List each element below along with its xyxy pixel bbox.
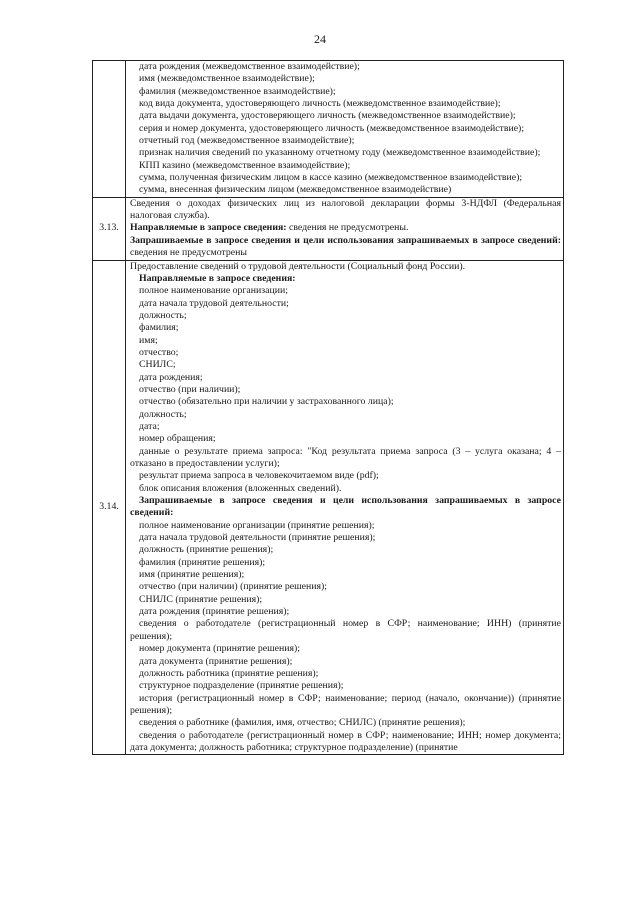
sent-label: Направляемые в запросе сведения:	[130, 222, 287, 234]
list-item: дата рождения;	[139, 371, 203, 383]
list-item: отчество (при наличии);	[139, 383, 241, 395]
list-item: имя;	[139, 334, 158, 346]
list-item: номер документа (принятие решения);	[139, 643, 300, 655]
table-row-3-14	[93, 260, 564, 755]
list-item: сведения о работодателе (регистрационный номер в СФР; наименование; ИНН; номер документа; дата документа; должность работника; структурное подразделение) (принятие	[130, 729, 561, 753]
list-item: серия и номер документа, удостоверяющего личность (межведомственное взаимодействие);	[139, 122, 525, 134]
list-item: дата начала трудовой деятельности (принятие решения);	[139, 532, 376, 544]
list-item: должность (принятие решения);	[139, 544, 274, 556]
list-item: данные о результате приема запроса: "Код результата приема запроса (3 – услуга оказана; 4 – отказано в предоставлении услуги);	[130, 445, 561, 469]
list-item: результат приема запроса в человекочитаемом виде (pdf);	[139, 470, 379, 482]
row-content	[126, 197, 564, 260]
list-item: история (регистрационный номер в СФР; наименование; период (начало, окончание)) (принятие решения);	[130, 692, 561, 716]
list-item: фамилия;	[139, 322, 179, 334]
table-row-continued	[93, 61, 564, 198]
page-number: 24	[314, 32, 326, 46]
requested-label: Запрашиваемые в запросе сведения и цели использования запрашиваемых в запросе сведений:	[130, 234, 561, 246]
row-content	[126, 61, 564, 198]
row-title: Сведения о доходах физических лиц из налоговой декларации формы 3-НДФЛ (Федеральная налоговая служба).	[130, 197, 561, 222]
list-item: отчество (обязательно при наличии у застрахованного лица);	[139, 396, 394, 408]
list-item: полное наименование организации;	[139, 285, 288, 297]
row-number-empty	[93, 61, 126, 198]
list-item: отчество;	[139, 346, 179, 358]
row-title: Предоставление сведений о трудовой деятельности (Социальный фонд России).	[130, 260, 466, 272]
list-item: структурное подразделение (принятие решения);	[139, 680, 344, 692]
list-item: должность работника (принятие решения);	[139, 667, 319, 679]
requested-label: Запрашиваемые в запросе сведения и цели использования запрашиваемых в запросе сведений:	[130, 495, 561, 519]
list-item: отчетный год (межведомственное взаимодействие);	[139, 135, 355, 147]
list-item: фамилия (принятие решения);	[139, 556, 266, 568]
list-item: полное наименование организации (принятие решения);	[139, 519, 375, 531]
list-item: КПП казино (межведомственное взаимодействие);	[139, 159, 351, 171]
sent-value: сведения не предусмотрены.	[286, 222, 409, 234]
sent-info	[130, 222, 561, 234]
list-item: дата;	[139, 420, 160, 432]
row-content	[126, 260, 564, 755]
list-item: дата рождения (принятие решения);	[139, 606, 290, 618]
list-item: блок описания вложения (вложенных сведений).	[139, 482, 342, 494]
list-item: сведения о работнике (фамилия, имя, отчество; СНИЛС) (принятие решения);	[139, 717, 466, 729]
requested-value: сведения не предусмотрены	[130, 247, 247, 259]
list-item: дата документа (принятие решения);	[139, 655, 293, 667]
list-item: код вида документа, удостоверяющего личность (межведомственное взаимодействие);	[139, 98, 501, 110]
row-number: 3.14.	[93, 260, 126, 755]
list-item: сумма, внесенная физическим лицом (межведомственное взаимодействие)	[139, 184, 452, 196]
list-item: признак наличия сведений по указанному отчетному году (межведомственное взаимодействие);	[139, 147, 541, 159]
list-item: СНИЛС (принятие решения);	[139, 593, 263, 605]
list-item: должность;	[139, 309, 187, 321]
requested-info	[130, 235, 561, 260]
list-item: имя (принятие решения);	[139, 569, 245, 581]
list-item: должность;	[139, 408, 187, 420]
list-item: СНИЛС;	[139, 359, 176, 371]
list-item: имя (межведомственное взаимодействие);	[139, 73, 315, 85]
list-item: дата рождения (межведомственное взаимодействие);	[139, 61, 360, 72]
sent-label: Направляемые в запросе сведения:	[139, 272, 296, 284]
list-item: номер обращения;	[139, 433, 216, 445]
list-item: дата начала трудовой деятельности;	[139, 297, 289, 309]
list-item: сведения о работодателе (регистрационный номер в СФР; наименование; ИНН) (принятие решения);	[130, 618, 561, 642]
table-row-3-13	[93, 197, 564, 260]
list-item: фамилия (межведомственное взаимодействие);	[139, 85, 336, 97]
list-item: отчество (при наличии) (принятие решения);	[139, 581, 327, 593]
data-table	[92, 60, 564, 755]
list-item: дата выдачи документа, удостоверяющего личность (межведомственное взаимодействие);	[139, 110, 516, 122]
row-number: 3.13.	[93, 197, 126, 260]
list-item: сумма, полученная физическим лицом в кассе казино (межведомственное взаимодействие);	[139, 172, 523, 184]
